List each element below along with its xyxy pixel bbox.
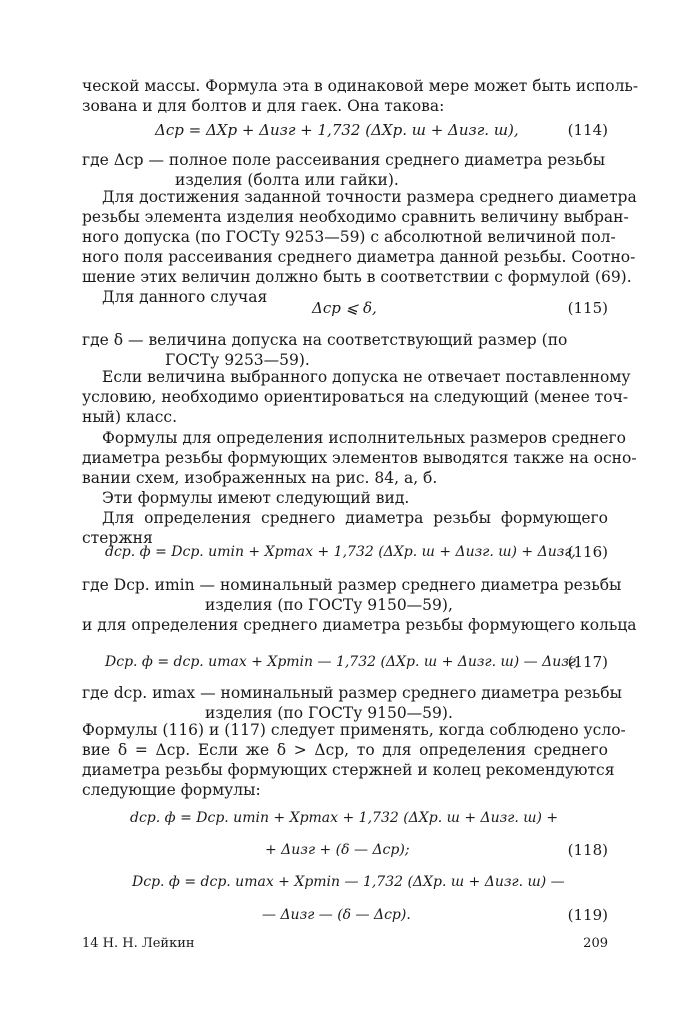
page-number: 209 — [583, 936, 608, 951]
text-line: ный) класс. — [82, 408, 178, 426]
equation-115: Δср ⩽ δ, — [312, 299, 377, 317]
footer-signature: 14 Н. Н. Лейкин — [82, 936, 195, 951]
text-line: Эти формулы имеют следующий вид. — [102, 489, 410, 507]
text-line: следующие формулы: — [82, 781, 261, 799]
equation-117: Dср. ф = dср. иmax + Xрmin — 1,732 (ΔXр. ш + Δизг. ш) — Δизг, — [105, 654, 581, 670]
text-line: Для достижения заданной точности размера среднего диаметра — [102, 188, 637, 206]
equation-number: (114) — [567, 121, 608, 139]
text-line: стержня — [82, 529, 153, 547]
text-line: и для определения среднего диаметра резьбы формующего кольца — [82, 616, 637, 634]
text-line: шение этих величин должно быть в соответствии с формулой (69). — [82, 268, 632, 286]
text-line: Формулы для определения исполнительных размеров среднего — [102, 429, 626, 447]
text-line: Если величина выбранного допуска не отвечает поставленному — [102, 368, 631, 386]
equation-number: (117) — [567, 653, 608, 671]
definition-line: где Dср. иmin — номинальный размер среднего диаметра резьбы — [82, 576, 622, 594]
equation-116: dср. ф = Dср. иmin + Xрmax + 1,732 (ΔXр. ш + Δизг. ш) + Δизг, — [105, 544, 576, 560]
definition-line: изделия (по ГОСТу 9150—59). — [205, 704, 453, 722]
equation-number: (119) — [567, 906, 608, 924]
definition-line: где Δср — полное поле рассеивания среднего диаметра резьбы — [82, 151, 606, 169]
equation-114: Δср = ΔXр + Δизг + 1,732 (ΔXр. ш + Δизг. ш), — [155, 121, 519, 139]
text-line: резьбы элемента изделия необходимо сравнить величину выбран- — [82, 208, 629, 226]
definition-line: ГОСТу 9253—59). — [165, 351, 310, 369]
equation-118-line-1: dср. ф = Dср. иmin + Xрmax + 1,732 (ΔXр. ш + Δизг. ш) + — [130, 810, 559, 826]
text-line: вании схем, изображенных на рис. 84, а, б. — [82, 469, 438, 487]
definition-line: где dср. иmax — номинальный размер среднего диаметра резьбы — [82, 684, 622, 702]
text-line: ческой массы. Формула эта в одинаковой мере может быть исполь- — [82, 77, 639, 95]
text-line: Для определения среднего диаметра резьбы формующего — [102, 509, 608, 527]
text-line: Для данного случая — [102, 288, 268, 306]
text-line: диаметра резьбы формующих элементов выводятся также на осно- — [82, 449, 637, 467]
text-line: ного поля рассеивания среднего диаметра данной резьбы. Соотно- — [82, 248, 636, 266]
definition-line: изделия (болта или гайки). — [175, 171, 399, 189]
equation-118-line-2: + Δизг + (δ — Δср); — [265, 842, 410, 858]
text-line: зована и для болтов и для гаек. Она такова: — [82, 97, 445, 115]
text-line: Формулы (116) и (117) следует применять, когда соблюдено усло- — [82, 721, 626, 739]
definition-line: изделия (по ГОСТу 9150—59), — [205, 596, 453, 614]
text-line: вие δ = Δср. Если же δ > Δср, то для определения среднего — [82, 741, 608, 759]
equation-number: (118) — [567, 841, 608, 859]
text-line: ного допуска (по ГОСТу 9253—59) с абсолютной величиной пол- — [82, 228, 616, 246]
equation-number: (116) — [567, 543, 608, 561]
text-line: диаметра резьбы формующих стержней и колец рекомендуются — [82, 761, 615, 779]
text-line: условию, необходимо ориентироваться на следующий (менее точ- — [82, 388, 629, 406]
equation-number: (115) — [567, 299, 608, 317]
equation-119-line-1: Dср. ф = dср. иmax + Xрmin — 1,732 (ΔXр. ш + Δизг. ш) — — [132, 874, 565, 890]
definition-line: где δ — величина допуска на соответствующий размер (по — [82, 331, 568, 349]
equation-119-line-2: — Δизг — (δ — Δср). — [262, 907, 411, 923]
